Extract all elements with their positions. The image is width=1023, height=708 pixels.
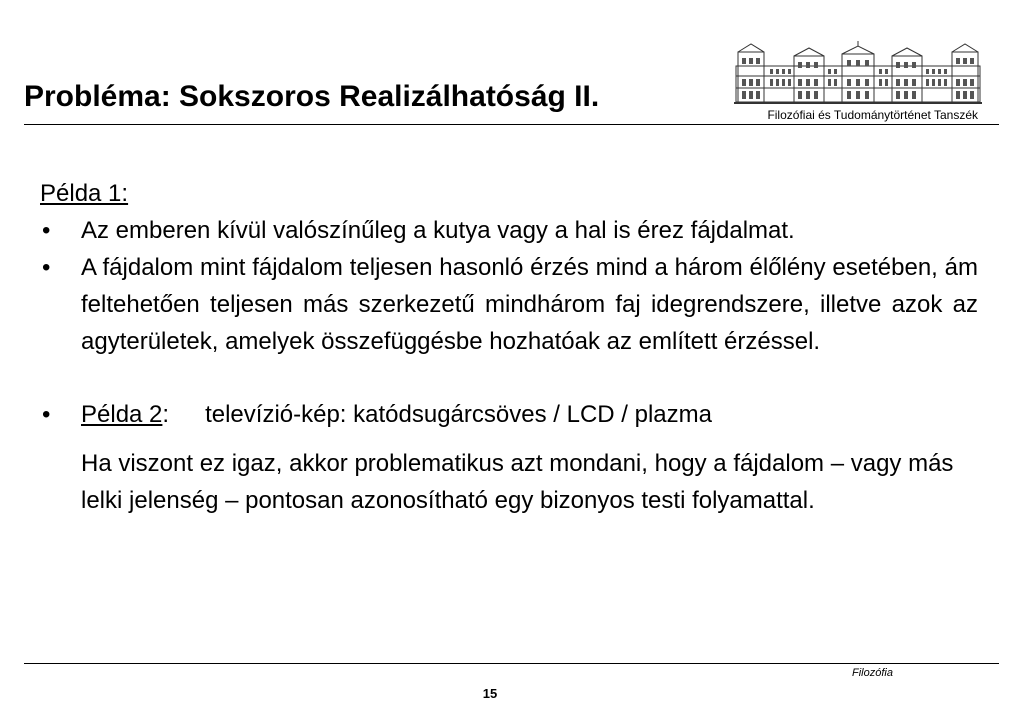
example-2-text: televízió-kép: katódsugárcsöves / LCD / plazma	[205, 401, 712, 428]
bullet-text: Az emberen kívül valószínűleg a kutya vagy a hal is érez fájdalmat.	[81, 217, 795, 244]
department-label: Filozófiai és Tudománytörténet Tanszék	[767, 108, 978, 122]
bullet-dot: •	[42, 401, 51, 428]
slide-body	[40, 175, 978, 519]
slide-title: Probléma: Sokszoros Realizálhatóság II.	[24, 80, 600, 113]
example-2-colon: :	[162, 401, 170, 428]
university-building-logo	[734, 40, 982, 104]
example-2-label: Példa 2	[81, 401, 163, 428]
footer-label: Filozófia	[852, 667, 893, 679]
bullet-item	[40, 212, 978, 249]
bullet-item	[40, 249, 978, 360]
page-number: 15	[482, 686, 498, 701]
footer-divider	[24, 663, 999, 664]
bullet-text: A fájdalom mint fájdalom teljesen hasonló érzés mind a három élőlény esetében, ám feltehetően teljesen más szerkezetű mindhárom faj idegrendszere, illetve azok az agyterületek, amelyek összefüggésbe hozhatóak az említett érzéssel.	[81, 254, 978, 355]
bullet-dot: •	[42, 217, 51, 244]
example-1-heading: Példa 1:	[40, 180, 129, 207]
title-divider	[24, 124, 999, 125]
bullet-dot: •	[42, 254, 51, 281]
example-2-item	[40, 396, 978, 433]
conclusion-paragraph: Ha viszont ez igaz, akkor problematikus azt mondani, hogy a fájdalom – vagy más lelki jelenség – pontosan azonosítható egy bizonyos testi folyamattal.	[81, 450, 954, 514]
